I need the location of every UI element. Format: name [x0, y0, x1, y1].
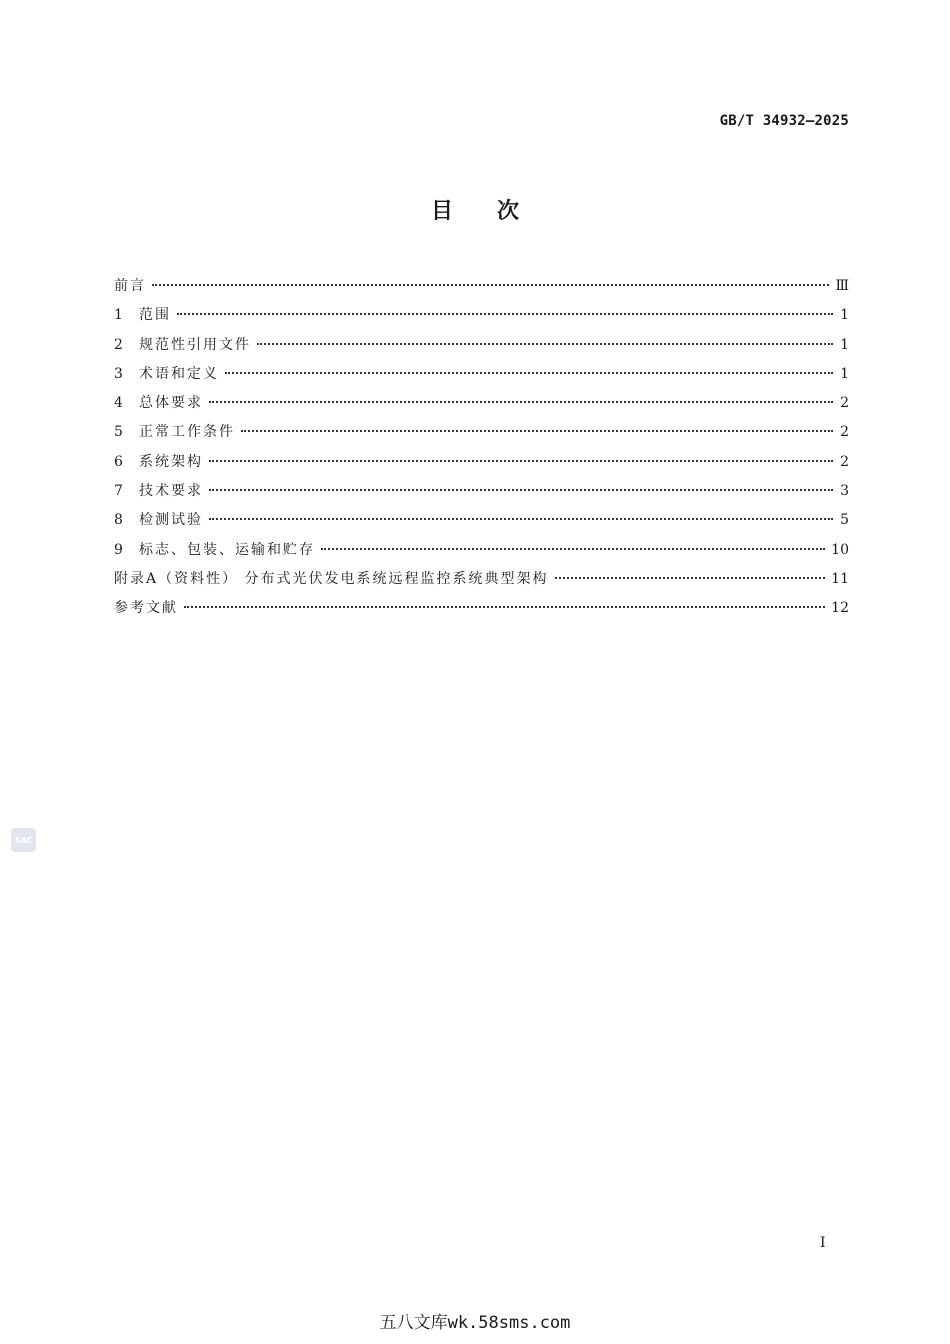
toc-entry-page: 2: [840, 453, 849, 470]
toc-entry-label: 参考文献: [114, 600, 178, 617]
toc-entry-label: 范围: [139, 307, 171, 324]
toc-entry-number: 3: [114, 365, 123, 382]
toc-entry-label: 前言: [114, 278, 146, 294]
toc-entry-number: 2: [114, 336, 123, 353]
page-number: I: [820, 1235, 826, 1251]
toc-entry[interactable]: [114, 272, 849, 301]
toc-entry[interactable]: [114, 506, 849, 535]
standard-code: GB/T 34932—2025: [719, 113, 849, 129]
toc-entry[interactable]: [114, 389, 849, 418]
toc-entry-page: 12: [831, 600, 849, 617]
toc-entry-label: 标志、包装、运输和贮存: [139, 541, 315, 558]
toc-entry-page: 10: [831, 541, 849, 558]
toc-entry-label: 检测试验: [139, 512, 203, 529]
toc-entry[interactable]: [114, 331, 849, 360]
toc-title: 目次: [430, 199, 563, 224]
toc-leader-dots: [209, 518, 833, 520]
toc-entry-number: 6: [114, 453, 123, 470]
toc-entry-label: 总体要求: [139, 395, 203, 412]
toc-leader-dots: [152, 284, 829, 286]
toc-entry[interactable]: [114, 477, 849, 506]
toc-leader-dots: [321, 548, 825, 550]
toc-leader-dots: [209, 460, 833, 462]
toc-entry-label: 系统架构: [139, 453, 203, 470]
table-of-contents: [114, 272, 849, 624]
toc-entry-number: 1: [114, 307, 123, 324]
toc-leader-dots: [555, 577, 826, 579]
toc-leader-dots: [209, 401, 833, 403]
toc-leader-dots: [184, 606, 825, 608]
toc-leader-dots: [177, 313, 833, 315]
toc-entry-page: 2: [840, 424, 849, 441]
toc-entry[interactable]: [114, 594, 849, 623]
sac-logo-icon: SAC: [11, 828, 36, 852]
toc-entry-page: 5: [840, 512, 849, 529]
toc-entry[interactable]: [114, 565, 849, 594]
toc-leader-dots: [225, 372, 833, 374]
toc-entry-page: 1: [840, 307, 849, 324]
toc-entry[interactable]: [114, 448, 849, 477]
toc-entry-label: 术语和定义: [139, 365, 219, 382]
toc-entry-label: 技术要求: [139, 483, 203, 500]
toc-entry-number: 7: [114, 483, 123, 500]
toc-entry-number: 9: [114, 541, 123, 558]
toc-entry[interactable]: [114, 360, 849, 389]
toc-entry-label: 规范性引用文件: [139, 336, 251, 353]
toc-leader-dots: [209, 489, 833, 491]
toc-entry[interactable]: [114, 418, 849, 447]
toc-entry-label: 附录A（资料性） 分布式光伏发电系统远程监控系统典型架构: [114, 570, 549, 587]
toc-entry-label: 正常工作条件: [139, 424, 235, 441]
toc-entry[interactable]: [114, 536, 849, 565]
toc-entry-page: 2: [840, 395, 849, 412]
toc-entry-page: 1: [840, 336, 849, 353]
toc-entry-number: 5: [114, 424, 123, 441]
toc-leader-dots: [257, 343, 833, 345]
toc-entry[interactable]: [114, 301, 849, 330]
toc-entry-page: 11: [831, 570, 849, 587]
toc-entry-page: 3: [840, 483, 849, 500]
toc-entry-number: 4: [114, 395, 123, 412]
toc-entry-page: 1: [840, 365, 849, 382]
toc-entry-number: 8: [114, 512, 123, 529]
toc-entry-page: Ⅲ: [835, 278, 849, 294]
toc-leader-dots: [241, 430, 833, 432]
footer-site-text: 五八文库wk.58sms.com: [379, 1313, 571, 1333]
